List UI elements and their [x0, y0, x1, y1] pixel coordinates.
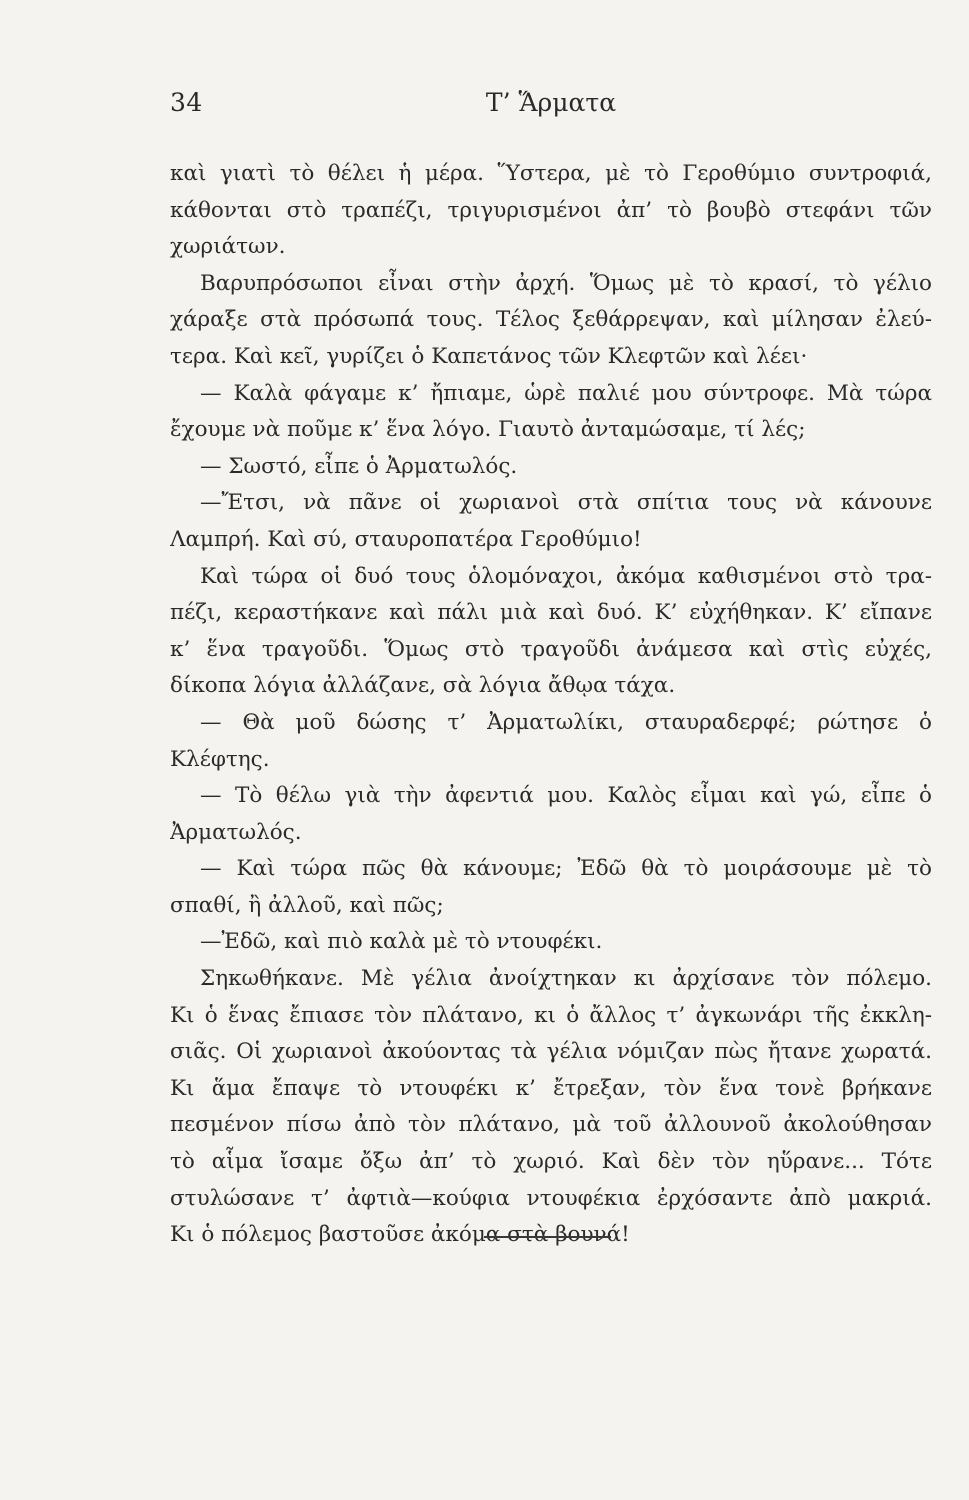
text-line: — Σωστό, εἶπε ὁ Ἀρματωλός. — [200, 453, 518, 479]
text-line: Κι ἅμα ἔπαψε τὸ ντουφέκι κ’ ἔτρεξαν, τὸν ἕνα τονὲ βρήκανε — [170, 1075, 932, 1101]
text-line: ἔχουμε νὰ ποῦμε κ’ ἕνα λόγο. Γιαυτὸ ἀνταμώσαμε, τί λές; — [170, 417, 806, 443]
text-line: Κλέφτης. — [170, 746, 270, 772]
text-line: τερα. Καὶ κεῖ, γυρίζει ὁ Καπετάνος τῶν Κλεφτῶν καὶ λέει· — [170, 343, 808, 369]
text-line: σπαθί, ἢ ἀλλοῦ, καὶ πῶς; — [170, 892, 444, 918]
text-line: Σηκωθήκανε. Μὲ γέλια ἀνοίχτηκαν κι ἀρχίσανε τὸν πόλεμο. — [200, 966, 932, 992]
body-text — [170, 156, 932, 1254]
text-line: Λαμπρή. Καὶ σύ, σταυροπατέρα Γεροθύμιο! — [170, 526, 642, 552]
end-of-section-rule — [484, 1236, 611, 1238]
text-line: κάθονται στὸ τραπέζι, τριγυρισμένοι ἀπ’ τὸ βουβὸ στεφάνι τῶν — [170, 197, 932, 223]
text-line: —Ἔτσι, νὰ πᾶνε οἱ χωριανοὶ στὰ σπίτια τους νὰ κάνουνε — [200, 490, 932, 516]
text-line: χωριάτων. — [170, 234, 286, 260]
text-line: πέζι, κεραστήκανε καὶ πάλι μιὰ καὶ δυό. Κ’ εὐχήθηκαν. Κ’ εἴπανε — [170, 600, 932, 626]
text-line: τὸ αἷμα ἴσαμε ὄξω ἀπ’ τὸ χωριό. Καὶ δὲν τὸν ηὕρανε... Τότε — [170, 1149, 932, 1175]
running-title: Τ’ Ἅρματα — [485, 88, 617, 117]
page-header — [170, 88, 932, 122]
text-line: στυλώσανε τ’ ἀφτιὰ—κούφια ντουφέκια ἐρχόσαντε ἀπὸ μακριά. — [170, 1185, 932, 1211]
page-number: 34 — [170, 88, 203, 117]
text-line: Καὶ τώρα οἱ δυό τους ὁλομόναχοι, ἀκόμα καθισμένοι στὸ τρα- — [200, 563, 932, 589]
text-line: χάραξε στὰ πρόσωπά τους. Τέλος ξεθάρρεψαν, καὶ μίλησαν ἐλεύ- — [170, 307, 932, 333]
text-line: Κι ὁ πόλεμος βαστοῦσε ἀκόμα στὰ βουνά! — [170, 1222, 630, 1248]
text-line: Βαρυπρόσωποι εἶναι στὴν ἀρχή. Ὅμως μὲ τὸ κρασί, τὸ γέλιο — [200, 270, 932, 296]
text-line: δίκοπα λόγια ἀλλάζανε, σὰ λόγια ἄθῳα τάχα. — [170, 673, 676, 699]
text-line: — Θὰ μοῦ δώσης τ’ Ἀρματωλίκι, σταυραδερφέ; ρώτησε ὁ — [200, 709, 932, 735]
text-line: — Καλὰ φάγαμε κ’ ἤπιαμε, ὡρὲ παλιέ μου σύντροφε. Μὰ τώρα — [200, 380, 932, 406]
text-line: κ’ ἕνα τραγοῦδι. Ὅμως στὸ τραγοῦδι ἀνάμεσα καὶ στὶς εὐχές, — [170, 636, 932, 662]
text-line: — Τὸ θέλω γιὰ τὴν ἀφεντιά μου. Καλὸς εἶμαι καὶ γώ, εἶπε ὁ — [200, 783, 932, 809]
text-line: πεσμένον πίσω ἀπὸ τὸν πλάτανο, μὰ τοῦ ἀλλουνοῦ ἀκολούθησαν — [170, 1112, 932, 1138]
text-line: — Καὶ τώρα πῶς θὰ κάνουμε; Ἐδῶ θὰ τὸ μοιράσουμε μὲ τὸ — [200, 856, 932, 882]
text-line: Ἀρματωλός. — [170, 819, 302, 845]
text-line: σιᾶς. Οἱ χωριανοὶ ἀκούοντας τὰ γέλια νόμιζαν πὼς ἤτανε χωρατά. — [170, 1039, 932, 1065]
text-line: Κι ὁ ἕνας ἔπιασε τὸν πλάτανο, κι ὁ ἄλλος τ’ ἀγκωνάρι τῆς ἐκκλη- — [170, 1002, 932, 1028]
text-line: —Ἐδῶ, καὶ πιὸ καλὰ μὲ τὸ ντουφέκι. — [200, 929, 603, 955]
text-line: καὶ γιατὶ τὸ θέλει ἡ μέρα. Ὕστερα, μὲ τὸ Γεροθύμιο συντροφιά, — [170, 161, 932, 186]
